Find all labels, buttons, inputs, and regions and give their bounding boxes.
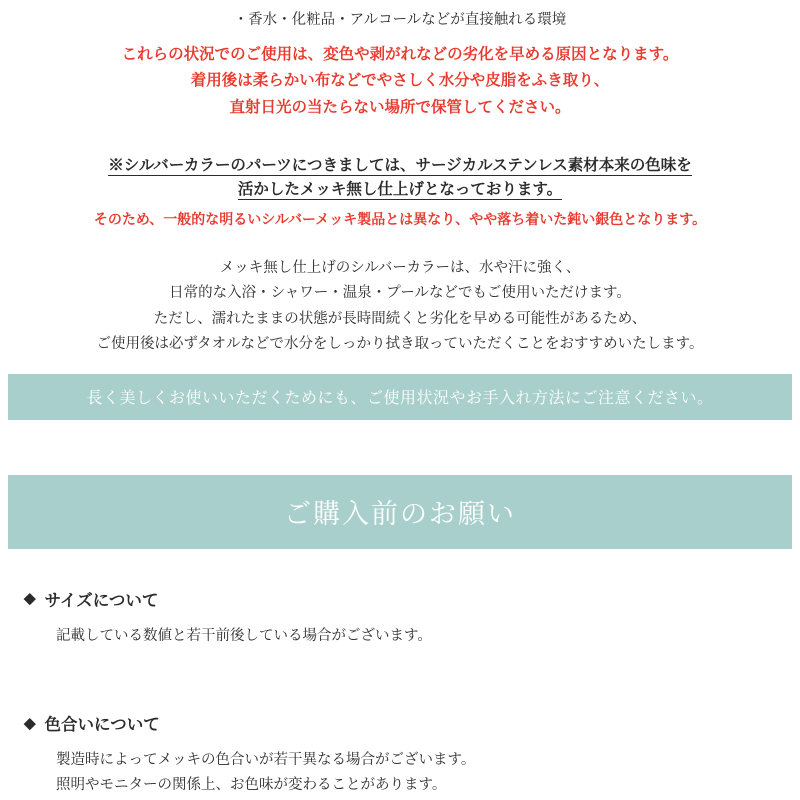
section-title-banner: ご購入前のお願い	[8, 475, 792, 549]
warning-block	[0, 43, 800, 119]
notice-item-size-title-label: サイズについて	[44, 591, 159, 610]
notice-item-color-body-line-2: 照明やモニターの関係上、お色味が変わることがあります。	[56, 777, 447, 794]
notice-item-color-body-line-1: 製造時によってメッキの色合いが若干異なる場合がございます。	[56, 752, 476, 769]
warning-line-2: 着用後は柔らかい布などでやさしく水分や皮脂をふき取り、	[190, 72, 610, 90]
notice-item-color-title	[24, 711, 800, 735]
silver-notice-heading-line1: ※シルバーカラーのパーツにつきましては、サージカルステンレス素材本来の色味を	[108, 156, 692, 174]
notice-item-size-title	[24, 587, 800, 611]
care-line-3: ただし、濡れたままの状態が長時間続くと劣化を早める可能性があるため、	[153, 310, 647, 327]
care-instructions-block	[0, 257, 800, 356]
silver-notice-heading-line2: 活かしたメッキ無し仕上げとなっております。	[237, 181, 563, 199]
diamond-icon: ◆	[24, 714, 36, 732]
care-line-2: 日常的な入浴・シャワー・温泉・プールなどでもご使用いただけます。	[169, 285, 631, 302]
silver-notice-sub: そのため、一般的な明るいシルバーメッキ製品とは異なり、やや落ち着いた鈍い銀色となります。	[93, 211, 707, 228]
top-note-line: ・香水・化粧品・アルコールなどが直接触れる環境	[233, 12, 567, 28]
silver-notice-block	[0, 154, 800, 231]
notice-item-color-title-label: 色合いについて	[44, 716, 160, 735]
notice-item-color	[0, 711, 800, 799]
warning-line-1: これらの状況でのご使用は、変色や剥がれなどの劣化を早める原因となります。	[121, 46, 679, 64]
care-line-1: メッキ無し仕上げのシルバーカラーは、水や汗に強く、	[219, 259, 581, 276]
notice-item-color-body	[24, 748, 800, 799]
diamond-icon: ◆	[24, 590, 36, 608]
silver-notice-heading	[10, 154, 790, 204]
care-banner: 長く美しくお使いいただくためにも、ご使用状況やお手入れ方法にご注意ください。	[8, 374, 792, 420]
notice-item-size	[0, 587, 800, 649]
notice-item-size-body-line-1: 記載している数値と若干前後している場合がございます。	[56, 627, 432, 644]
warning-line-3: 直射日光の当たらない場所で保管してください。	[229, 98, 571, 116]
notice-item-size-body	[24, 624, 800, 649]
care-line-4: ご使用後は必ずタオルなどで水分をしっかり拭き取っていただくことをおすすめいたします。	[96, 336, 704, 353]
